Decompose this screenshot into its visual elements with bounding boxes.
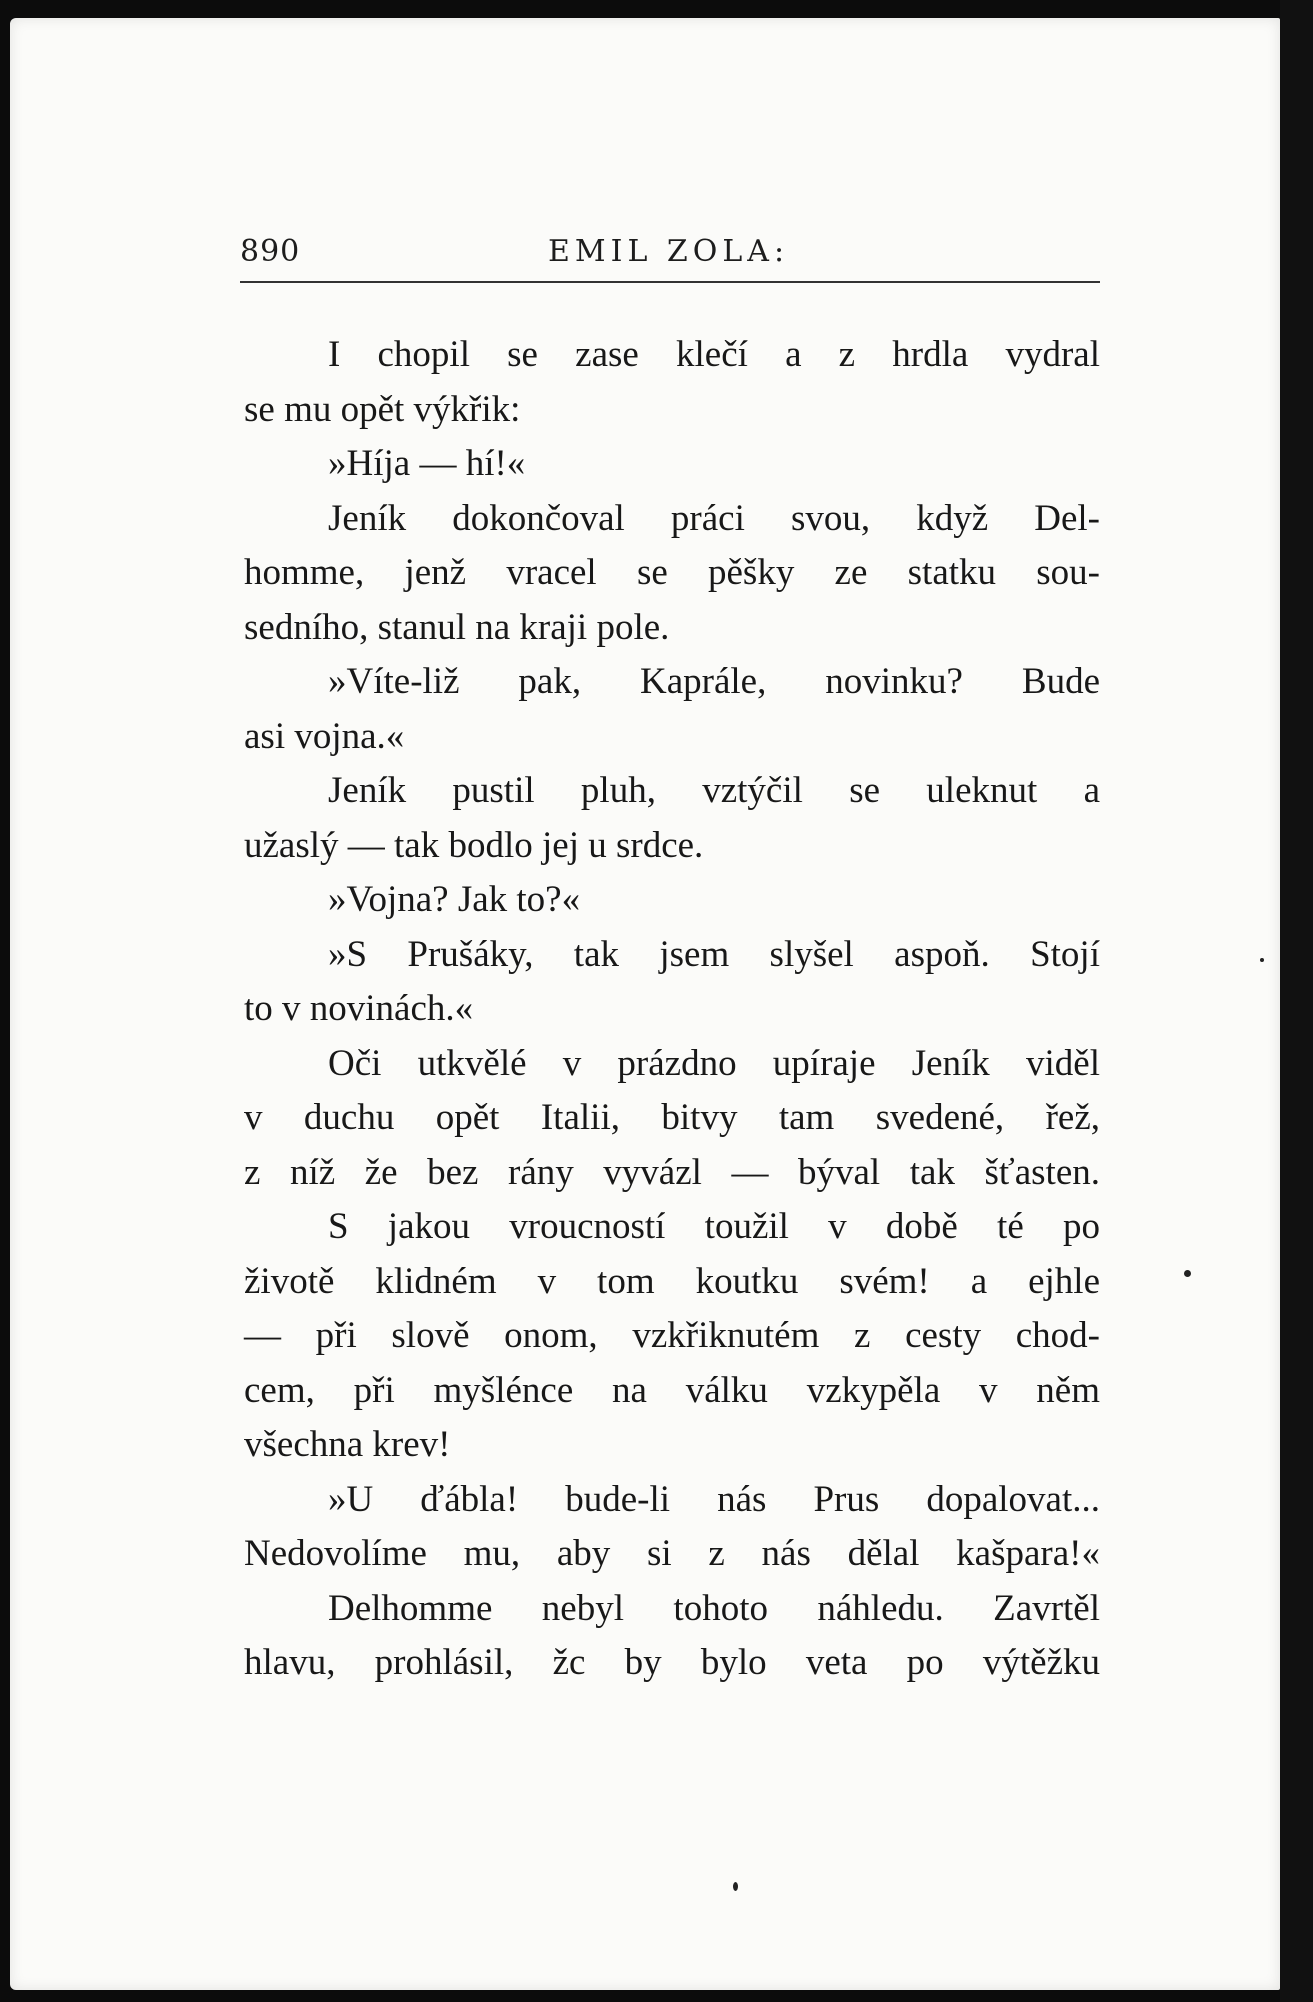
ink-speck — [1184, 1270, 1191, 1277]
text-line: Oči utkvělé v prázdno upíraje Jeník viděl — [328, 1042, 1100, 1084]
text-line: homme, jenž vracel se pěšky ze statku sou- — [244, 552, 1100, 593]
header-rule — [240, 281, 1100, 283]
text-line: »Vojna? Jak to?« — [328, 879, 581, 920]
text-line: I chopil se zase klečí a z hrdla vydral — [328, 334, 1100, 375]
text-line: z níž že bez rány vyvázl — býval tak šťasten. — [244, 1151, 1100, 1193]
ink-speck — [1260, 958, 1264, 962]
text-line: všechna krev! — [244, 1424, 451, 1465]
text-line: Nedovolíme mu, aby si z nás dělal kašpara!« — [244, 1533, 1100, 1574]
text-line: v duchu opět Italii, bitvy tam svedené, řež, — [244, 1097, 1100, 1138]
text-line: — při slově onom, vzkřiknutém z cesty chod- — [244, 1315, 1100, 1356]
page-edge — [1280, 0, 1313, 2002]
text-line: Delhomme nebyl tohoto náhledu. Zavrtěl — [328, 1587, 1100, 1629]
text-line: »S Prušáky, tak jsem slyšel aspoň. Stojí — [328, 933, 1100, 975]
text-line: užaslý — tak bodlo jej u srdce. — [244, 824, 704, 866]
text-line: to v novinách.« — [244, 988, 474, 1029]
text-line: cem, při myšlénce na válku vzkypěla v něm — [244, 1369, 1100, 1411]
text-line: Jeník dokončoval práci svou, když Del- — [328, 497, 1100, 539]
ink-speck — [733, 1882, 738, 1891]
text-line: »Víte-liž pak, Kaprále, novinku? Bude — [328, 661, 1100, 702]
text-line: asi vojna.« — [244, 715, 405, 757]
text-line: »Híja — hí!« — [328, 443, 526, 484]
text-line: životě klidném v tom koutku svém! a ejhle — [244, 1260, 1100, 1302]
text-line: »U ďábla! bude-li nás Prus dopalovat... — [328, 1478, 1100, 1520]
body-text — [244, 328, 1100, 1691]
text-line: S jakou vroucností toužil v době té po — [328, 1206, 1100, 1247]
page-header — [240, 230, 1100, 280]
text-line: hlavu, prohlásil, žc by bylo veta po výtěžku — [244, 1642, 1100, 1683]
text-line: Jeník pustil pluh, vztýčil se uleknut a — [328, 770, 1100, 811]
running-head: EMIL ZOLA: — [548, 234, 790, 269]
text-line: se mu opět výkřik: — [244, 388, 521, 430]
text-line: sedního, stanul na kraji pole. — [244, 606, 670, 648]
page-number: 890 — [240, 234, 301, 269]
